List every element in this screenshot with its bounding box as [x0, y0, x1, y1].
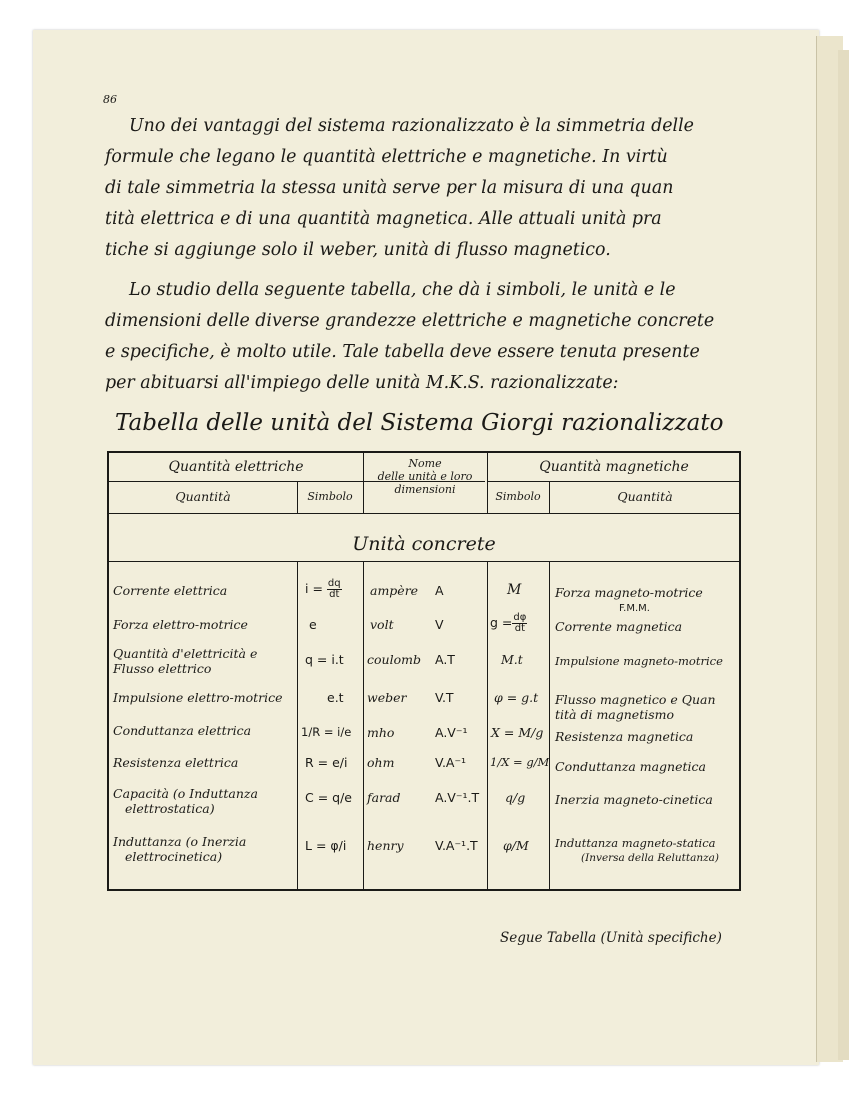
col-divider-2: [363, 561, 364, 889]
row2-unit: volt: [370, 617, 394, 632]
header-symbol-left: Simbolo: [307, 490, 353, 503]
row8-unit: henry: [367, 838, 404, 853]
row6-electric-symbol: R = e/i: [305, 755, 348, 770]
row6-magnetic-symbol: 1/X = g/M: [490, 755, 550, 769]
row7-magnetic-quantity: Inerzia magneto-cinetica: [555, 792, 713, 807]
row1-magnetic-quantity-abbr: F.M.M.: [619, 603, 650, 614]
fraction: [512, 613, 527, 634]
row2-electric-quantity: Forza elettro-motrice: [113, 617, 248, 632]
row1-magnetic-symbol: M: [507, 582, 522, 598]
cell-line: Capacità (o Induttanza: [113, 786, 258, 801]
header-quantity-left: Quantità: [175, 489, 231, 504]
row7-magnetic-symbol: q/g: [505, 790, 526, 805]
cell-line: Induttanza (o Inerzia: [113, 834, 247, 849]
col-divider-4: [549, 561, 550, 889]
symbol-part: g =: [490, 615, 513, 630]
fraction-num: dφ: [513, 612, 527, 623]
row4-electric-symbol: e.t: [327, 690, 344, 705]
cell-line: Flusso elettrico: [113, 661, 212, 676]
header-units: [363, 457, 487, 496]
header-quantity-right: Quantità: [617, 489, 673, 504]
row4-magnetic-quantity: [555, 692, 716, 722]
col-divider-3: [487, 561, 488, 889]
header-units-line: Nome: [408, 457, 442, 470]
row7-electric-quantity: [113, 786, 258, 816]
row3-electric-quantity: [113, 646, 257, 676]
text-line: Uno dei vantaggi del sistema razionalizzato è la simmetria delle: [129, 116, 694, 136]
row5-magnetic-quantity: Resistenza magnetica: [555, 729, 694, 744]
fraction-den: dt: [329, 589, 340, 600]
header-units-line: delle unità e loro: [377, 470, 473, 483]
back-page-edge: [838, 50, 849, 1060]
fraction-num: dq: [327, 578, 341, 589]
header-electric: Quantità elettriche: [168, 459, 304, 475]
cell-line: (Inversa della Reluttanza): [581, 852, 719, 864]
cell-line: Flusso magnetico e Quan: [555, 692, 716, 707]
fraction: [327, 579, 342, 600]
paragraph-2: [105, 275, 735, 399]
cell-line: Induttanza magneto-statica: [555, 836, 716, 850]
row3-electric-symbol: q = i.t: [305, 652, 344, 667]
row8-magnetic-quantity: [555, 836, 719, 866]
text-line: di tale simmetria la stessa unità serve per la misura di una quan: [105, 178, 674, 198]
text-line: per abituarsi all'impiego delle unità M.K.S. razionalizzate:: [105, 373, 619, 393]
row4-unit: weber: [367, 690, 407, 705]
cell-line: elettrostatica): [125, 801, 215, 816]
row2-magnetic-symbol: [490, 613, 527, 634]
header-magnetic: Quantità magnetiche: [539, 459, 689, 475]
text-line: dimensioni delle diverse grandezze elettriche e magnetiche concrete: [105, 311, 715, 331]
row7-electric-symbol: C = q/e: [305, 790, 352, 805]
row4-electric-quantity: Impulsione elettro-motrice: [113, 690, 283, 705]
row3-dimension: A.T: [435, 652, 455, 667]
row8-dimension: V.A⁻¹.T: [435, 838, 478, 853]
fraction-den: dt: [514, 623, 525, 634]
symbol-part: i =: [305, 581, 323, 596]
table-title: Tabella delle unità del Sistema Giorgi razionalizzato: [115, 410, 724, 436]
row1-electric-symbol: [305, 579, 342, 600]
section-unita-concrete: Unità concrete: [352, 533, 496, 555]
row3-magnetic-symbol: M.t: [501, 652, 523, 667]
paragraph-1: [105, 111, 735, 266]
row2-magnetic-quantity: Corrente magnetica: [555, 619, 683, 634]
header-bottom-rule: [109, 513, 739, 514]
row5-unit: mho: [367, 725, 395, 740]
row1-unit: ampère: [370, 583, 419, 598]
row3-unit: coulomb: [367, 652, 421, 667]
row2-dimension: V: [435, 617, 444, 632]
row2-electric-symbol: e: [309, 617, 317, 632]
row5-electric-quantity: Conduttanza elettrica: [113, 723, 252, 738]
row3-magnetic-quantity: Impulsione magneto-motrice: [555, 654, 723, 668]
row4-dimension: V.T: [435, 690, 454, 705]
row6-magnetic-quantity: Conduttanza magnetica: [555, 759, 706, 774]
row1-magnetic-quantity: Forza magneto-motrice: [555, 585, 703, 600]
page-number: 86: [103, 93, 117, 106]
text-line: Lo studio della seguente tabella, che dà i simboli, le unità e le: [129, 280, 676, 300]
row8-magnetic-symbol: φ/M: [503, 838, 529, 853]
header-units-line: dimensioni: [394, 483, 456, 496]
text-line: tità elettrica e di una quantità magnetica. Alle attuali unità pra: [105, 209, 662, 229]
col-divider-1: [297, 561, 298, 889]
row1-electric-quantity: Corrente elettrica: [113, 583, 228, 598]
cell-line: tità di magnetismo: [555, 707, 675, 722]
row7-unit: farad: [367, 790, 401, 805]
header-rule-right: [487, 481, 739, 482]
text-line: e specifiche, è molto utile. Tale tabella deve essere tenuta presente: [105, 342, 700, 362]
row5-dimension: A.V⁻¹: [435, 725, 468, 740]
row1-dimension: A: [435, 583, 444, 598]
row8-electric-symbol: L = φ/i: [305, 838, 347, 853]
units-table: [107, 451, 741, 891]
row6-dimension: V.A⁻¹: [435, 755, 467, 770]
row6-unit: ohm: [367, 755, 395, 770]
text-line: tiche si aggiunge solo il weber, unità di flusso magnetico.: [105, 240, 611, 260]
text-line: formule che legano le quantità elettriche e magnetiche. In virtù: [105, 147, 668, 167]
header-symbol-right: Simbolo: [495, 490, 541, 503]
row7-dimension: A.V⁻¹.T: [435, 790, 480, 805]
row5-magnetic-symbol: X = M/g: [491, 725, 544, 740]
cell-line: Quantità d'elettricità e: [113, 646, 258, 661]
cell-line: elettrocinetica): [125, 849, 223, 864]
row4-magnetic-symbol: φ = g.t: [494, 690, 539, 705]
subtitle-rule: [109, 561, 739, 562]
row5-electric-symbol: 1/R = i/e: [301, 725, 352, 739]
row6-electric-quantity: Resistenza elettrica: [113, 755, 239, 770]
continuation-note: Segue Tabella (Unità specifiche): [500, 930, 722, 946]
row8-electric-quantity: [113, 834, 246, 864]
